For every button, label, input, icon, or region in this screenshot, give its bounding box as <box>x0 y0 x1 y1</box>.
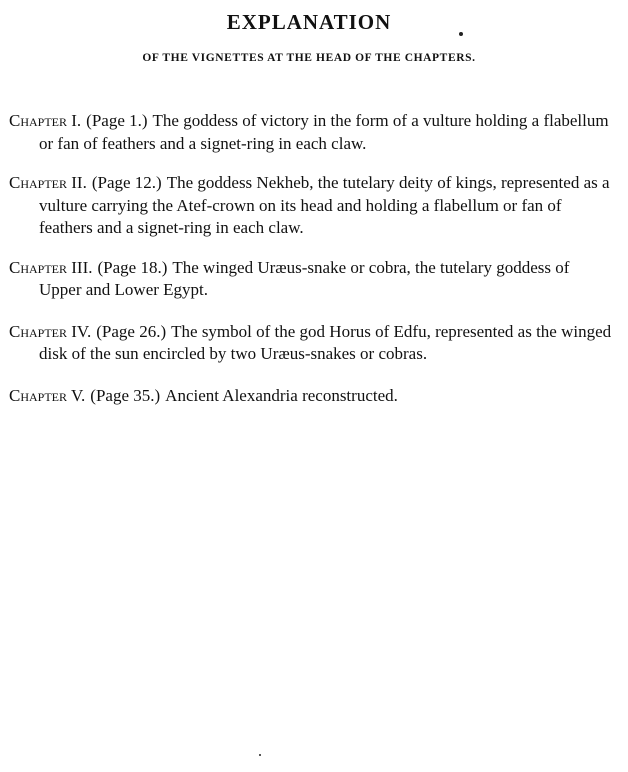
ink-speck <box>259 754 261 756</box>
page-reference: (Page 18.) <box>97 257 168 277</box>
page-title: EXPLANATION <box>226 10 392 34</box>
chapter-description: The goddess Nekheb, the tutelary deity of kings, represented as a vulture carrying the Atef-crown on its head and holding a flabellum or fan of feathers and a signet-ring in each claw. <box>39 173 610 237</box>
chapter-label: Chapter V. <box>9 385 86 405</box>
page-subtitle: OF THE VIGNETTES AT THE HEAD OF THE CHAPTERS. <box>142 52 476 64</box>
chapter-entry-5 <box>9 385 615 408</box>
chapter-entry-3 <box>9 257 615 302</box>
page-reference: (Page 26.) <box>96 321 167 341</box>
chapter-label: Chapter II. <box>9 173 87 192</box>
chapter-description: The symbol of the god Horus of Edfu, represented as the winged disk of the sun encircled by two Uræus-snakes or cobras. <box>39 321 612 363</box>
chapter-entry-4 <box>9 321 615 366</box>
chapter-label: Chapter IV. <box>9 321 92 341</box>
chapter-description: Ancient Alexandria reconstructed. <box>165 385 398 405</box>
chapter-entry-2 <box>9 172 615 240</box>
ink-speck <box>459 32 463 36</box>
chapter-description: The winged Uræus-snake or cobra, the tutelary goddess of Upper and Lower Egypt. <box>39 257 570 299</box>
page-reference: (Page 1.) <box>86 111 148 130</box>
page-reference: (Page 12.) <box>91 173 162 192</box>
chapter-label: Chapter I. <box>9 111 82 130</box>
chapter-description: The goddess of victory in the form of a vulture holding a flabellum or fan of feathers and a signet-ring in each claw. <box>39 111 609 153</box>
chapter-list <box>9 110 615 424</box>
chapter-label: Chapter III. <box>9 257 93 277</box>
page-reference: (Page 35.) <box>90 385 161 405</box>
chapter-entry-1 <box>9 110 615 155</box>
